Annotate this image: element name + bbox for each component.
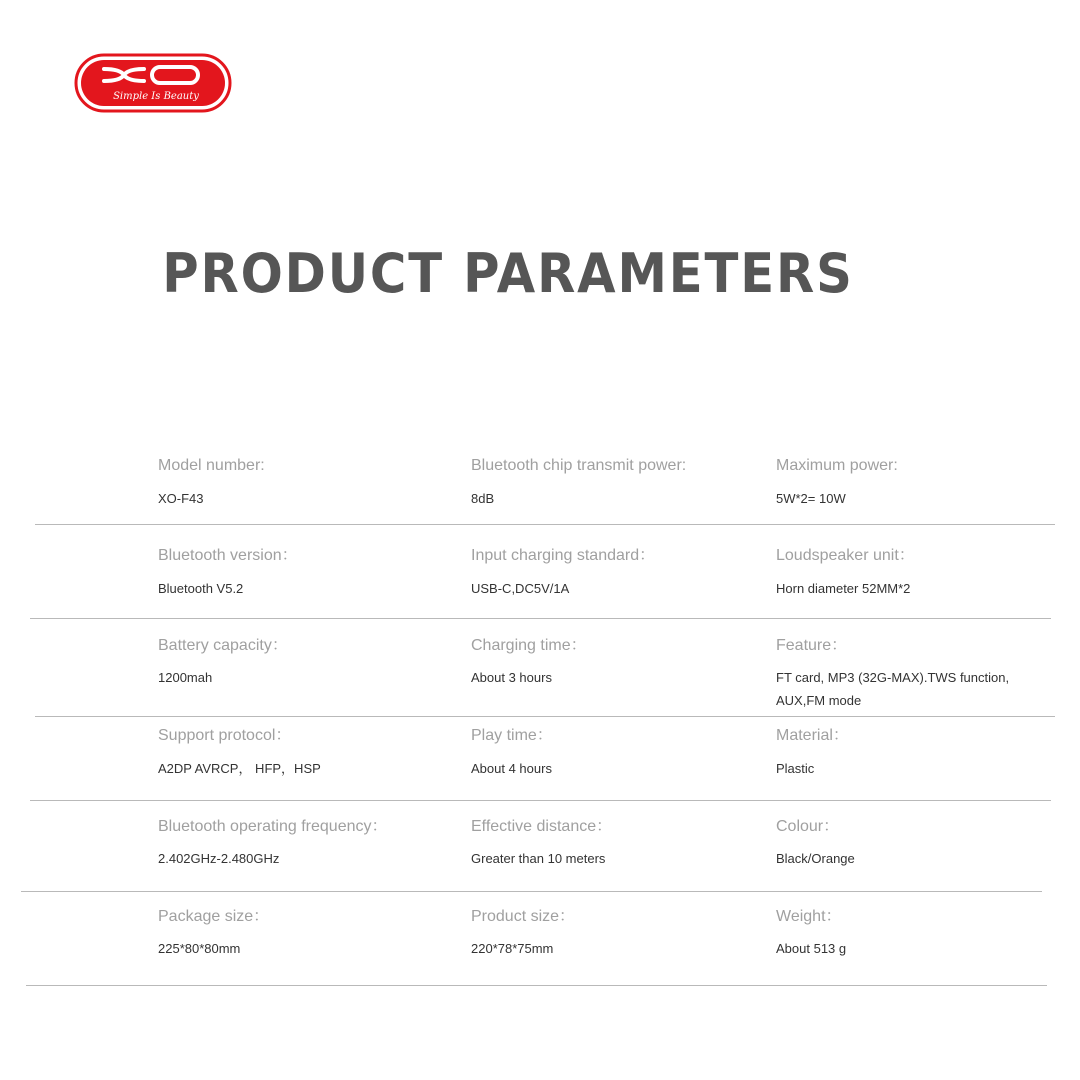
logo-tagline: Simple Is Beauty bbox=[113, 91, 199, 102]
value-transmit-power: 8dB bbox=[471, 491, 495, 506]
row-divider bbox=[26, 985, 1047, 986]
label-material: Material： bbox=[776, 727, 849, 744]
label-input-charging: Input charging standard： bbox=[471, 547, 656, 564]
label-effective-distance: Effective distance： bbox=[471, 818, 613, 835]
label-product-size: Product size： bbox=[471, 908, 576, 925]
row-divider bbox=[35, 716, 1055, 717]
value-feature-line2: AUX,FM mode bbox=[776, 693, 862, 708]
label-model-number: Model number: bbox=[158, 457, 265, 474]
value-operating-frequency: 2.402GHz-2.480GHz bbox=[158, 851, 280, 866]
label-loudspeaker-unit: Loudspeaker unit： bbox=[776, 547, 915, 564]
label-feature: Feature： bbox=[776, 637, 848, 654]
value-product-size: 220*78*75mm bbox=[471, 941, 554, 956]
value-effective-distance: Greater than 10 meters bbox=[471, 851, 606, 866]
row-divider bbox=[21, 891, 1042, 892]
label-play-time: Play time： bbox=[471, 727, 553, 744]
label-battery-capacity: Battery capacity： bbox=[158, 637, 288, 654]
page-title: PRODUCT PARAMETERS bbox=[162, 242, 854, 305]
value-package-size: 225*80*80mm bbox=[158, 941, 241, 956]
xo-logo bbox=[74, 53, 232, 113]
row-divider bbox=[30, 618, 1051, 619]
label-bluetooth-version: Bluetooth version： bbox=[158, 547, 298, 564]
row-divider bbox=[30, 800, 1051, 801]
value-support-protocol: A2DP AVRCP， HFP，HSP bbox=[158, 761, 321, 776]
value-play-time: About 4 hours bbox=[471, 761, 552, 776]
xo-logo-badge bbox=[74, 53, 232, 113]
value-bluetooth-version: Bluetooth V5.2 bbox=[158, 581, 244, 596]
value-charging-time: About 3 hours bbox=[471, 670, 552, 685]
label-charging-time: Charging time： bbox=[471, 637, 587, 654]
label-colour: Colour： bbox=[776, 818, 840, 835]
label-support-protocol: Support protocol： bbox=[158, 727, 292, 744]
label-maximum-power: Maximum power: bbox=[776, 457, 898, 474]
value-feature: FT card, MP3 (32G-MAX).TWS function, bbox=[776, 670, 1010, 685]
label-operating-frequency: Bluetooth operating frequency： bbox=[158, 818, 388, 835]
label-weight: Weight： bbox=[776, 908, 842, 925]
label-transmit-power: Bluetooth chip transmit power: bbox=[471, 457, 687, 474]
label-package-size: Package size： bbox=[158, 908, 270, 925]
value-maximum-power: 5W*2= 10W bbox=[776, 491, 846, 506]
value-weight: About 513 g bbox=[776, 941, 847, 956]
value-input-charging: USB-C,DC5V/1A bbox=[471, 581, 570, 596]
value-colour: Black/Orange bbox=[776, 851, 855, 866]
row-divider bbox=[35, 524, 1055, 525]
value-battery-capacity: 1200mah bbox=[158, 670, 213, 685]
value-material: Plastic bbox=[776, 761, 815, 776]
value-model-number: XO-F43 bbox=[158, 491, 204, 506]
value-loudspeaker-unit: Horn diameter 52MM*2 bbox=[776, 581, 911, 596]
